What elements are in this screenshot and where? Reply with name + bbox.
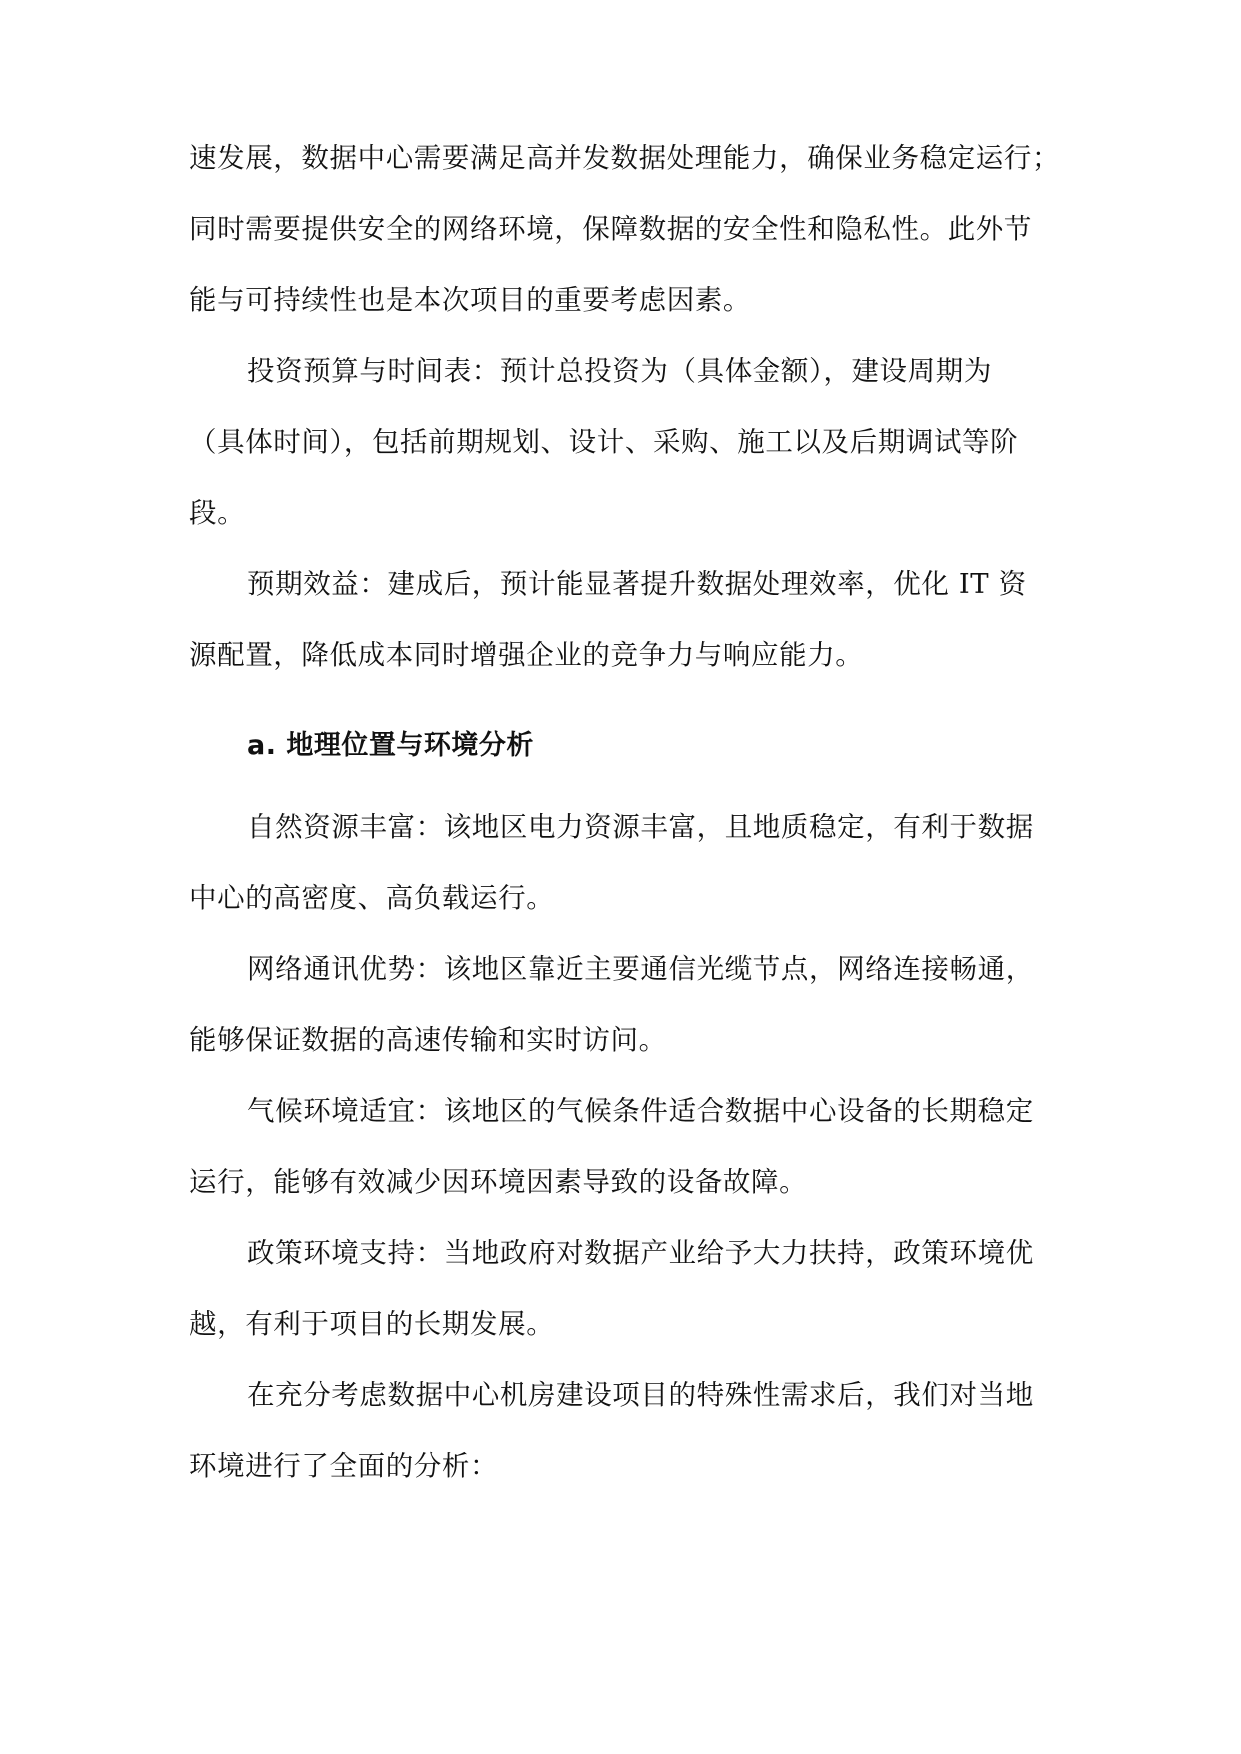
paragraph-line: 预期效益：建成后，预计能显著提升数据处理效率，优化 IT 资 — [247, 568, 1027, 600]
paragraph-line: 同时需要提供安全的网络环境，保障数据的安全性和隐私性。此外节 — [189, 213, 1032, 245]
paragraph-line: 越，有利于项目的长期发展。 — [189, 1308, 555, 1340]
paragraph-line: 在充分考虑数据中心机房建设项目的特殊性需求后，我们对当地 — [247, 1379, 1034, 1411]
paragraph-line: 自然资源丰富：该地区电力资源丰富，且地质稳定，有利于数据 — [247, 811, 1034, 843]
paragraph-line: 中心的高密度、高负载运行。 — [189, 882, 555, 914]
paragraph-line: 投资预算与时间表：预计总投资为（具体金额），建设周期为 — [247, 355, 992, 387]
paragraph-line: （具体时间），包括前期规划、设计、采购、施工以及后期调试等阶 — [189, 426, 1019, 458]
paragraph-line: 源配置，降低成本同时增强企业的竞争力与响应能力。 — [189, 639, 864, 671]
paragraph-line: 段。 — [189, 497, 246, 529]
paragraph-line: 环境进行了全面的分析： — [189, 1450, 499, 1482]
paragraph-line: 运行，能够有效减少因环境因素导致的设备故障。 — [189, 1166, 808, 1198]
paragraph-line: 能与可持续性也是本次项目的重要考虑因素。 — [189, 284, 751, 316]
section-heading: a. 地理位置与环境分析 — [247, 730, 534, 761]
paragraph-line: 政策环境支持：当地政府对数据产业给予大力扶持，政策环境优 — [247, 1237, 1034, 1269]
paragraph-line: 能够保证数据的高速传输和实时访问。 — [189, 1024, 667, 1056]
paragraph-line: 速发展，数据中心需要满足高并发数据处理能力，确保业务稳定运行； — [189, 142, 1061, 174]
paragraph-line: 网络通讯优势：该地区靠近主要通信光缆节点，网络连接畅通， — [247, 953, 1034, 985]
paragraph-line: 气候环境适宜：该地区的气候条件适合数据中心设备的长期稳定 — [247, 1095, 1034, 1127]
